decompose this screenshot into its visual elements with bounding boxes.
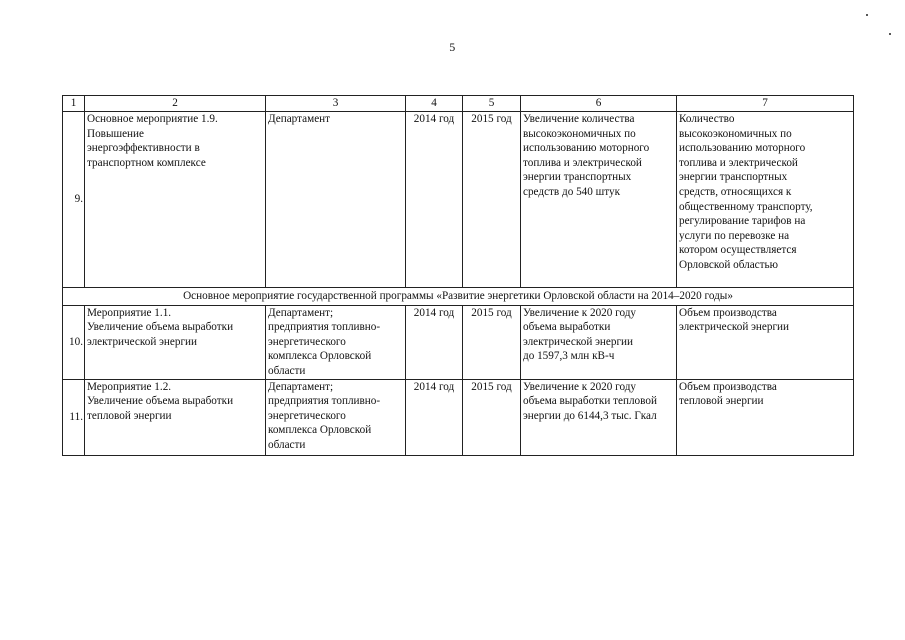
event-cell: Мероприятие 1.1. Увеличение объема выработки электрической энергии — [85, 305, 266, 379]
start-year-cell: 2014 год — [406, 305, 463, 379]
table-row — [63, 379, 854, 455]
table-row — [63, 112, 854, 288]
scan-speck — [866, 14, 868, 16]
row-number: 9. — [63, 112, 85, 288]
column-header: 4 — [406, 96, 463, 112]
page-number: 5 — [449, 40, 456, 54]
column-header: 1 — [63, 96, 85, 112]
start-year-cell: 2014 год — [406, 379, 463, 455]
indicator-cell: Количество высокоэкономичных по использованию моторного топлива и электрической энергии транспортных средств, относящихся к общественному транспорту, регулирование тарифов на услуги по перевозке на котором осуществляется Орловской областью — [677, 112, 854, 288]
column-header: 3 — [266, 96, 406, 112]
row-number: 11. — [63, 379, 85, 455]
row-number: 10. — [63, 305, 85, 379]
event-cell: Основное мероприятие 1.9. Повышение энергоэффективности в транспортном комплексе — [85, 112, 266, 288]
column-header: 7 — [677, 96, 854, 112]
table-row — [63, 305, 854, 379]
event-cell: Мероприятие 1.2. Увеличение объема выработки тепловой энергии — [85, 379, 266, 455]
scan-speck — [889, 33, 891, 35]
end-year-cell: 2015 год — [463, 305, 521, 379]
column-header: 6 — [521, 96, 677, 112]
section-row — [63, 288, 854, 306]
start-year-cell: 2014 год — [406, 112, 463, 288]
expected-result-cell: Увеличение количества высокоэкономичных по использованию моторного топлива и электрической энергии транспортных средств до 540 штук — [521, 112, 677, 288]
executor-cell: Департамент; предприятия топливно- энергетического комплекса Орловской области — [266, 305, 406, 379]
column-header: 5 — [463, 96, 521, 112]
table-header-row — [63, 96, 854, 112]
indicator-cell: Объем производства тепловой энергии — [677, 379, 854, 455]
program-table — [62, 95, 854, 456]
section-title: Основное мероприятие государственной программы «Развитие энергетики Орловской области на 2014–2020 годы» — [63, 288, 854, 306]
expected-result-cell: Увеличение к 2020 году объема выработки тепловой энергии до 6144,3 тыс. Гкал — [521, 379, 677, 455]
end-year-cell: 2015 год — [463, 112, 521, 288]
indicator-cell: Объем производства электрической энергии — [677, 305, 854, 379]
end-year-cell: 2015 год — [463, 379, 521, 455]
executor-cell: Департамент; предприятия топливно- энергетического комплекса Орловской области — [266, 379, 406, 455]
executor-cell: Департамент — [266, 112, 406, 288]
expected-result-cell: Увеличение к 2020 году объема выработки электрической энергии до 1597,3 млн кВ-ч — [521, 305, 677, 379]
column-header: 2 — [85, 96, 266, 112]
